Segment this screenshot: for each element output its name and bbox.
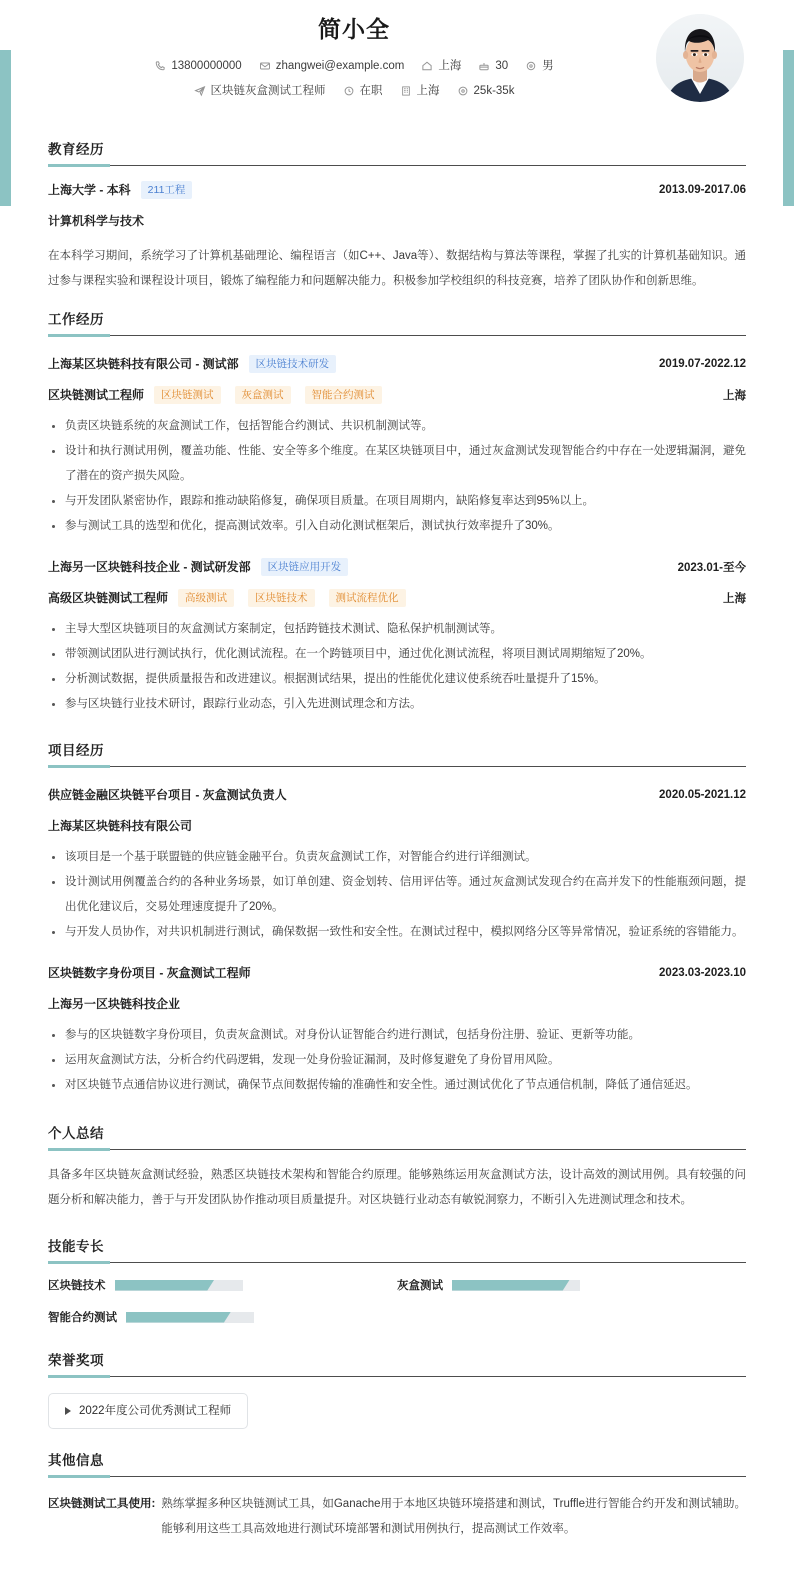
- role-tag: 灰盒测试: [235, 386, 291, 404]
- section-title-projects: 项目经历: [48, 743, 104, 758]
- section-work: [48, 310, 746, 717]
- bullet-item: 负责区块链系统的灰盒测试工作，包括智能合约测试、共识机制测试等。: [48, 414, 746, 439]
- skill-progress-fill: [126, 1312, 231, 1323]
- section-title-work: 工作经历: [48, 312, 104, 327]
- contact-value: 30: [495, 60, 509, 72]
- contact-item: [474, 55, 512, 77]
- company-name: 上海另一区块链科技企业 - 测试研发部: [48, 560, 251, 574]
- section-rule: [48, 1149, 746, 1150]
- contact-item: [255, 55, 409, 77]
- entry-headline: [48, 354, 746, 374]
- skill-label: 智能合约测试: [48, 1312, 117, 1324]
- contact-item: [396, 80, 444, 102]
- bullet-list: [48, 414, 746, 539]
- section-header: [48, 140, 746, 166]
- work-location: 上海: [723, 593, 746, 605]
- bullet-item: 主导大型区块链项目的灰盒测试方案制定，包括跨链技术测试、隐私保护机制测试等。: [48, 617, 746, 642]
- work-date: 2023.01-至今: [677, 562, 746, 574]
- bullet-item: 设计测试用例覆盖合约的各种业务场景，如订单创建、资金划转、信用评估等。通过灰盒测试发现合约在高并发下的性能瓶颈问题，提出优化建议后，交易处理速度提升了20%。: [48, 870, 746, 920]
- award-label: 2022年度公司优秀测试工程师: [79, 1405, 232, 1417]
- bullet-item: 参与测试工具的选型和优化，提高测试效率。引入自动化测试框架后，测试执行效率提升了30%。: [48, 514, 746, 539]
- section-skills: [48, 1237, 746, 1341]
- building-icon: [400, 85, 412, 97]
- entry-headline: [48, 785, 746, 805]
- entry-headline: [48, 180, 746, 200]
- work-entry: [48, 354, 746, 539]
- section-accent: [48, 1148, 110, 1151]
- salary-icon: [457, 85, 469, 97]
- section-accent: [48, 334, 110, 337]
- work-entries: [48, 354, 746, 717]
- entry-role-row: [48, 588, 746, 608]
- project-entries: [48, 785, 746, 1098]
- role-title: 区块链测试工程师: [48, 388, 145, 402]
- project-date: 2020.05-2021.12: [659, 789, 746, 801]
- skill-progress-fill: [452, 1280, 570, 1291]
- role-tag: 测试流程优化: [329, 589, 406, 607]
- contact-item: [453, 80, 519, 102]
- entry-headline: [48, 557, 746, 577]
- summary-text: 具备多年区块链灰盒测试经验，熟悉区块链技术架构和智能合约原理。能够熟练运用灰盒测试方法，设计高效的测试用例。具有较强的问题分析和解决能力，善于与开发团队协作推动项目质量提升。对区块链行业动态有敏锐洞察力，不断引入先进测试理念和技术。: [48, 1169, 746, 1206]
- role-tag: 智能合约测试: [305, 386, 382, 404]
- company-tag: 区块链技术研发: [249, 355, 337, 373]
- contact-item: [417, 55, 465, 77]
- cake-icon: [478, 60, 490, 72]
- section-accent: [48, 164, 110, 167]
- section-title-skills: 技能专长: [48, 1239, 104, 1254]
- skill-progress-track: [126, 1312, 254, 1323]
- section-title-awards: 荣誉奖项: [48, 1353, 104, 1368]
- section-rule: [48, 766, 746, 767]
- contact-value: 男: [542, 60, 554, 72]
- section-title-other: 其他信息: [48, 1453, 104, 1468]
- award-list: [48, 1393, 746, 1429]
- entry-left: [48, 588, 410, 608]
- school-tag: 211工程: [141, 181, 193, 199]
- skill-progress-track: [452, 1280, 580, 1291]
- entry-left: [48, 785, 287, 805]
- entry-left: [48, 354, 336, 374]
- section-accent: [48, 1475, 110, 1478]
- section-header: [48, 1451, 746, 1477]
- resume-header: [48, 0, 746, 124]
- role-tag: 区块链测试: [154, 386, 221, 404]
- section-rule: [48, 1376, 746, 1377]
- contact-value: zhangwei@example.com: [275, 60, 405, 72]
- education-entry: [48, 180, 746, 294]
- contact-item: [150, 55, 245, 77]
- project-date: 2023.03-2023.10: [659, 967, 746, 979]
- section-header: [48, 1124, 746, 1150]
- page-title: 简小全: [318, 16, 390, 42]
- bullet-item: 参与的区块链数字身份项目，负责灰盒测试。对身份认证智能合约进行测试，包括身份注册、验证、更新等功能。: [48, 1023, 746, 1048]
- contact-row-secondary: [48, 80, 746, 102]
- education-date: 2013.09-2017.06: [659, 184, 746, 196]
- bullet-item: 分析测试数据，提供质量报告和改进建议。根据测试结果，提出的性能优化建议使系统吞吐量提升了15%。: [48, 667, 746, 692]
- contact-value: 在职: [359, 85, 383, 97]
- contact-item: [339, 80, 387, 102]
- bullet-item: 运用灰盒测试方法，分析合约代码逻辑，发现一处身份验证漏洞，及时修复避免了身份冒用风险。: [48, 1048, 746, 1073]
- section-awards: [48, 1351, 746, 1429]
- contact-item: [521, 55, 558, 77]
- section-rule: [48, 1262, 746, 1263]
- education-description: 在本科学习期间，系统学习了计算机基础理论、编程语言（如C++、Java等）、数据结构与算法等课程，掌握了扎实的计算机基础知识。通过参与课程实验和课程设计项目，锻炼了编程能力和问题解决能力。积极参加学校组织的科技竞赛，培养了团队协作和创新思维。: [48, 250, 746, 287]
- contact-row-primary: [48, 55, 746, 77]
- skill-list: [48, 1277, 746, 1341]
- gender-icon: [525, 60, 537, 72]
- avatar: [656, 14, 744, 102]
- skill-progress-track: [115, 1280, 243, 1291]
- entry-left: [48, 385, 386, 405]
- bullet-item: 该项目是一个基于联盟链的供应链金融平台。负责灰盒测试工作，对智能合约进行详细测试。: [48, 845, 746, 870]
- section-accent: [48, 1261, 110, 1264]
- phone-icon: [154, 60, 166, 72]
- role-title: 高级区块链测试工程师: [48, 591, 169, 605]
- section-projects: [48, 741, 746, 1098]
- section-header: [48, 310, 746, 336]
- work-entry: [48, 557, 746, 717]
- project-entry: [48, 785, 746, 945]
- skill-label: 灰盒测试: [397, 1280, 443, 1292]
- section-accent: [48, 1375, 110, 1378]
- project-company: 上海某区块链科技有限公司: [48, 819, 193, 833]
- section-rule: [48, 1476, 746, 1477]
- work-location: 上海: [723, 390, 746, 402]
- work-date: 2019.07-2022.12: [659, 358, 746, 370]
- skill-progress-fill: [115, 1280, 215, 1291]
- section-title-summary: 个人总结: [48, 1126, 104, 1141]
- other-info-row: [48, 1492, 746, 1542]
- other-info-rows: [48, 1492, 746, 1542]
- bullet-list: [48, 845, 746, 945]
- contact-value: 25k-35k: [473, 85, 515, 97]
- bullet-list: [48, 1023, 746, 1098]
- section-title-education: 教育经历: [48, 142, 104, 157]
- bullet-item: 对区块链节点通信协议进行测试，确保节点间数据传输的准确性和安全性。通过测试优化了节点通信机制，降低了通信延迟。: [48, 1073, 746, 1098]
- project-name: 区块链数字身份项目 - 灰盒测试工程师: [48, 966, 251, 980]
- project-entry: [48, 963, 746, 1098]
- section-header: [48, 741, 746, 767]
- contact-item: [190, 80, 330, 102]
- contact-value: 上海: [438, 60, 462, 72]
- mail-icon: [259, 60, 271, 72]
- section-rule: [48, 335, 746, 336]
- entry-headline: [48, 963, 746, 983]
- bullet-list: [48, 617, 746, 717]
- education-entries: [48, 180, 746, 294]
- skill-item: [48, 1277, 397, 1293]
- entry-role-row: [48, 385, 746, 405]
- school-name: 上海大学 - 本科: [48, 183, 131, 197]
- skill-item: [397, 1277, 746, 1293]
- section-education: [48, 140, 746, 294]
- company-name: 上海某区块链科技有限公司 - 测试部: [48, 357, 239, 371]
- role-tag: 区块链技术: [248, 589, 315, 607]
- section-rule: [48, 165, 746, 166]
- skill-item: [48, 1309, 397, 1325]
- bullet-item: 与开发人员协作，对共识机制进行测试，确保数据一致性和安全性。在测试过程中，模拟网络分区等异常情况，验证系统的容错能力。: [48, 920, 746, 945]
- entry-left: [48, 963, 251, 983]
- skill-label: 区块链技术: [48, 1280, 106, 1292]
- project-company: 上海另一区块链科技企业: [48, 997, 181, 1011]
- bullet-item: 带领测试团队进行测试执行，优化测试流程。在一个跨链项目中，通过优化测试流程，将项目测试周期缩短了20%。: [48, 642, 746, 667]
- company-tag: 区块链应用开发: [261, 558, 349, 576]
- section-header: [48, 1237, 746, 1263]
- home-icon: [421, 60, 433, 72]
- bullet-item: 与开发团队紧密协作，跟踪和推动缺陷修复，确保项目质量。在项目周期内，缺陷修复率达到95%以上。: [48, 489, 746, 514]
- entry-left: [48, 180, 192, 200]
- other-info-value: 熟练掌握多种区块链测试工具，如Ganache用于本地区块链环境搭建和测试，Truffle进行智能合约开发和测试辅助。能够利用这些工具高效地进行测试环境部署和测试用例执行，提高测试工作效率。: [161, 1498, 746, 1535]
- bullet-item: 设计和执行测试用例，覆盖功能、性能、安全等多个维度。在某区块链项目中，通过灰盒测试发现智能合约中存在一处逻辑漏洞，避免了潜在的资产损失风险。: [48, 439, 746, 489]
- section-accent: [48, 765, 110, 768]
- other-info-label: 区块链测试工具使用:: [48, 1498, 156, 1510]
- contact-value: 区块链灰盒测试工程师: [210, 85, 326, 97]
- entry-left: [48, 557, 348, 577]
- section-other-info: [48, 1451, 746, 1542]
- section-header: [48, 1351, 746, 1377]
- send-icon: [194, 85, 206, 97]
- status-icon: [343, 85, 355, 97]
- contact-value: 13800000000: [171, 60, 242, 72]
- contact-value: 上海: [416, 85, 440, 97]
- project-name: 供应链金融区块链平台项目 - 灰盒测试负责人: [48, 788, 287, 802]
- section-summary: [48, 1124, 746, 1213]
- bullet-item: 参与区块链行业技术研讨，跟踪行业动态，引入先进测试理念和方法。: [48, 692, 746, 717]
- play-arrow-icon: [65, 1407, 71, 1415]
- major-name: 计算机科学与技术: [48, 214, 145, 228]
- award-chip[interactable]: [48, 1393, 248, 1429]
- role-tag: 高级测试: [178, 589, 234, 607]
